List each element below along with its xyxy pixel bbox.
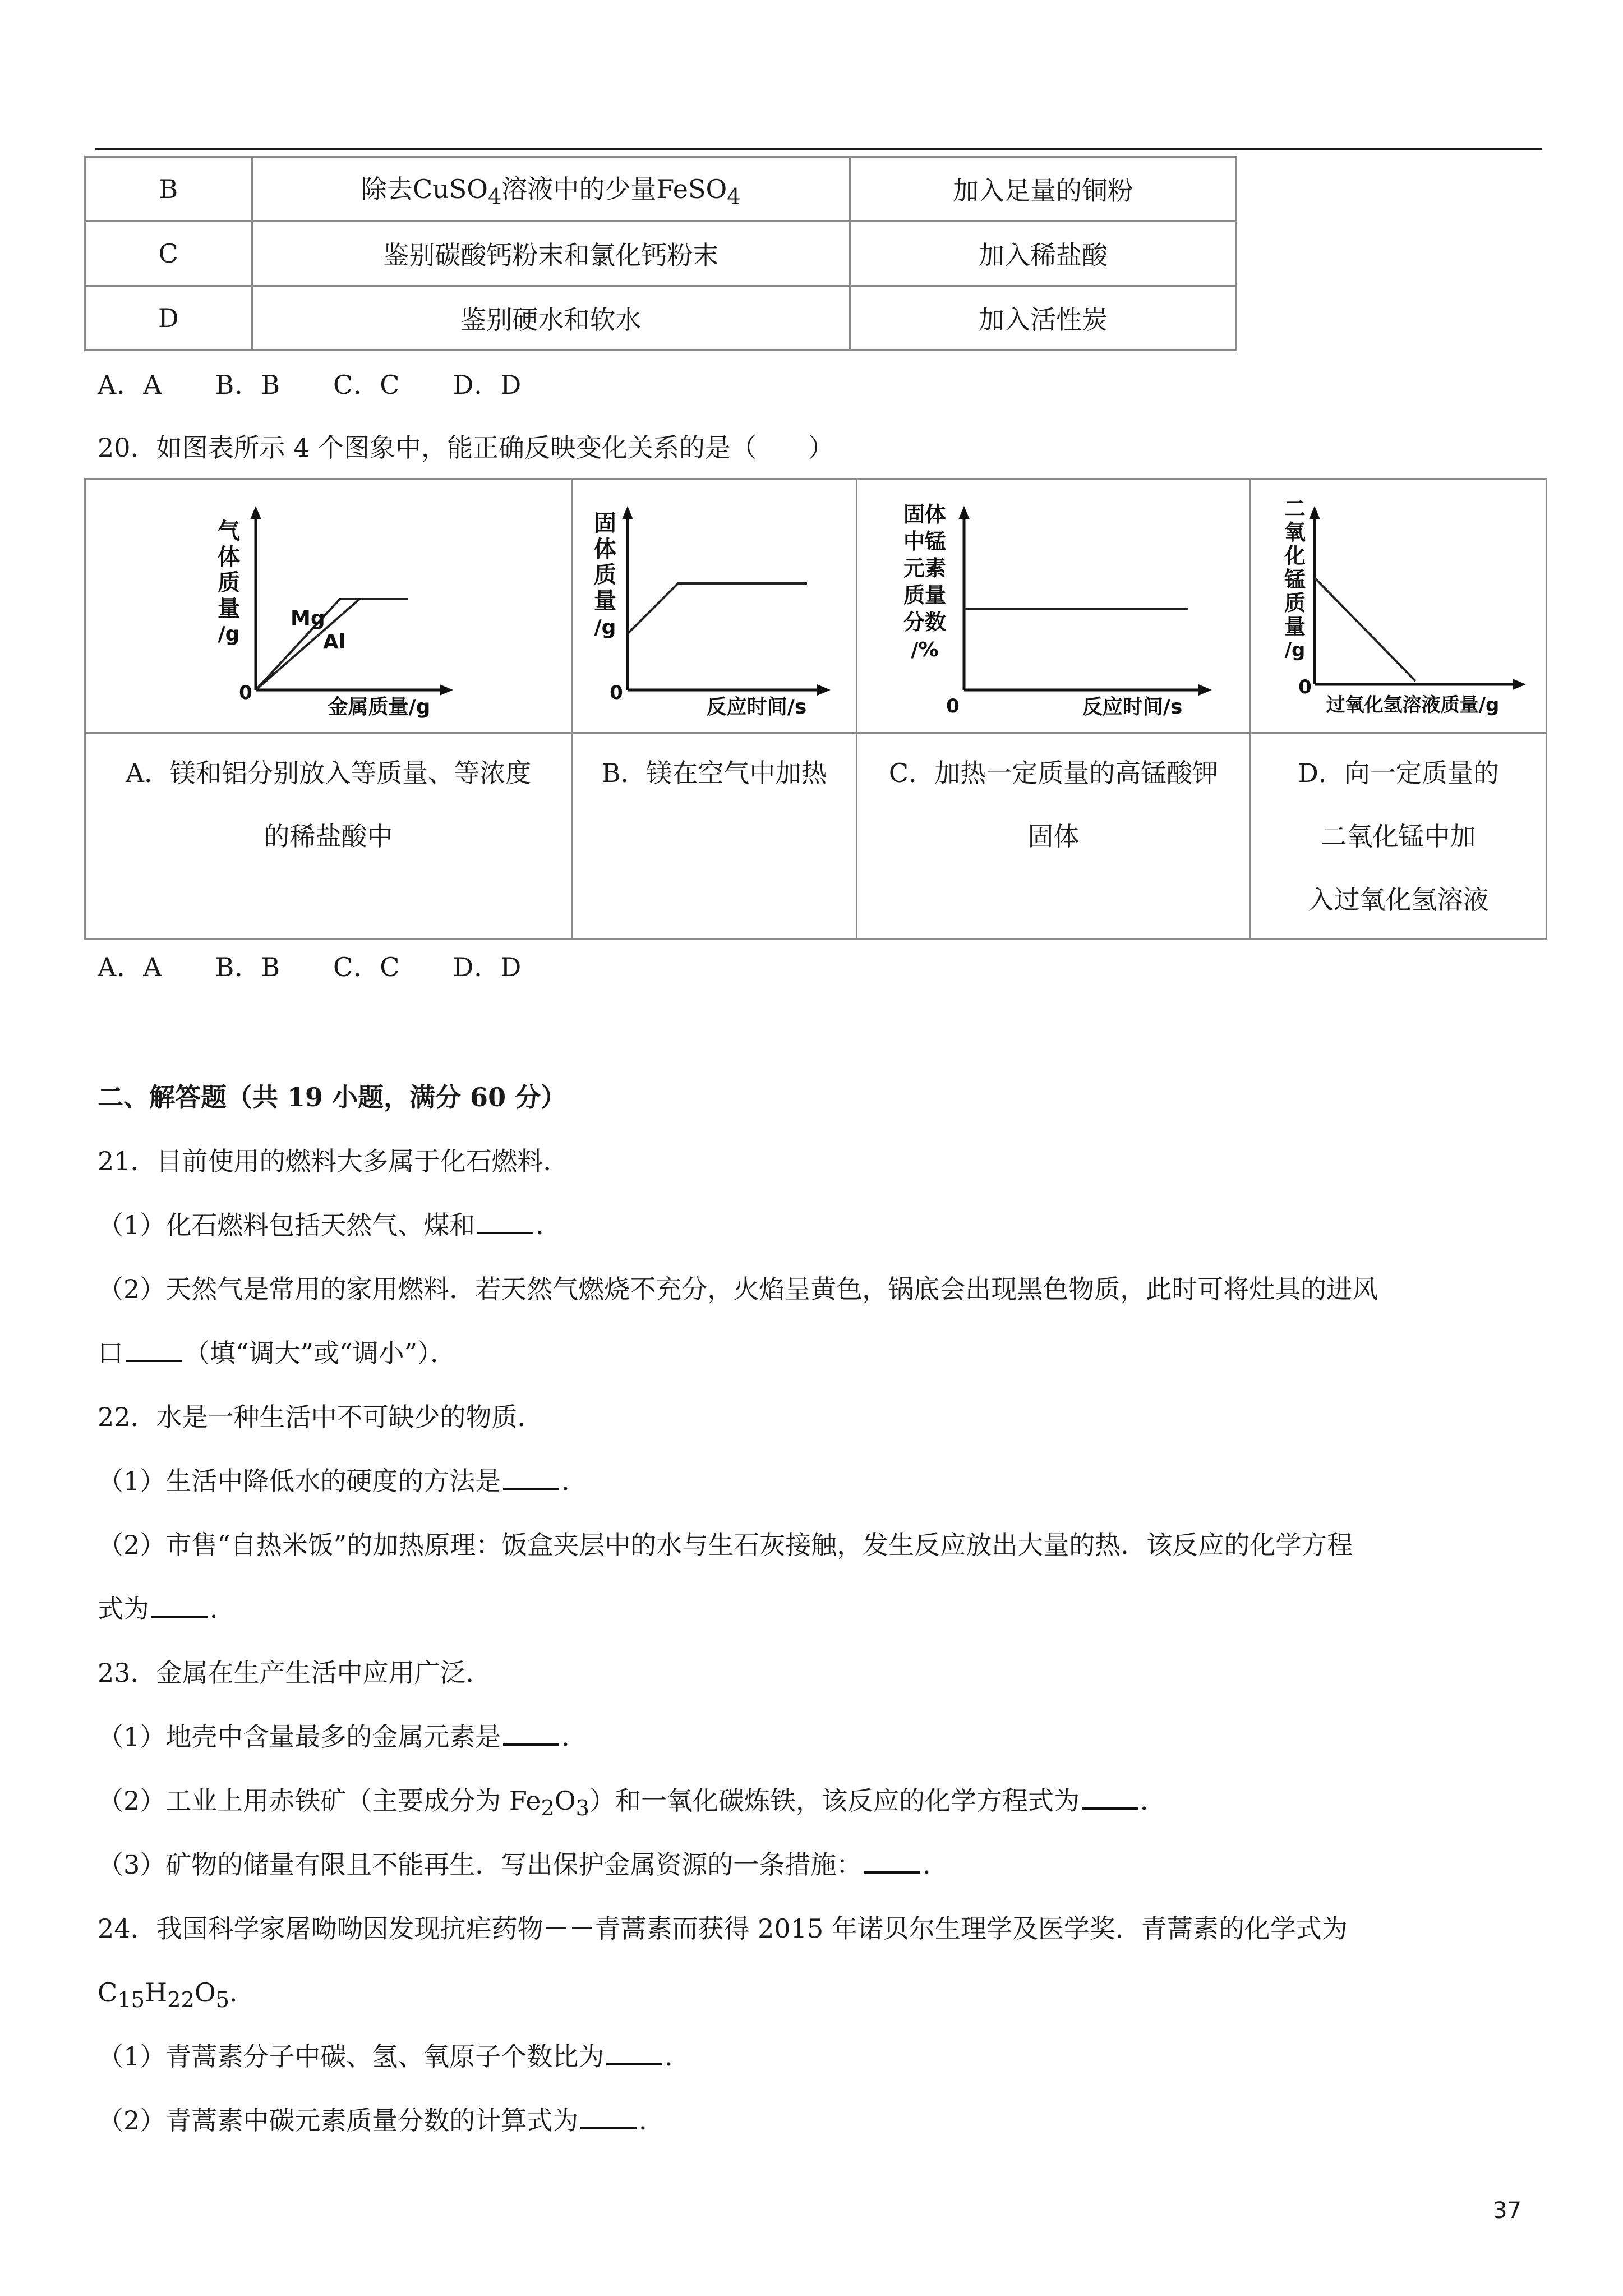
y-label-char: 量: [593, 588, 616, 614]
option-label: C: [85, 222, 252, 286]
y-axis-arrow: [958, 506, 970, 519]
answer-blank[interactable]: [606, 2044, 662, 2065]
answer-blank[interactable]: [503, 1724, 559, 1746]
y-label-char: 量: [1284, 614, 1306, 639]
y-label-line: 固体: [903, 502, 946, 527]
series-label-al: Al: [322, 631, 345, 654]
answer-blank[interactable]: [477, 1213, 533, 1234]
experiment-purpose: 除去CuSO$_4$溶液中的少量FeSO$_4$: [252, 157, 850, 222]
y-label-char: 体: [593, 536, 616, 562]
answer-blank[interactable]: [864, 1852, 920, 1874]
y-axis-arrow: [250, 506, 261, 519]
origin-label: 0: [609, 682, 623, 704]
answer-blank[interactable]: [1082, 1788, 1138, 1810]
caption-a: A．镁和铝分别放入等质量、等浓度 的稀盐酸中: [85, 733, 572, 939]
caption-c: C．加热一定质量的高锰酸钾 固体: [857, 733, 1251, 939]
y-label-line: 质量: [903, 583, 946, 608]
experiment-purpose: 鉴别碳酸钙粉末和氯化钙粉末: [252, 222, 850, 286]
q20-table: [84, 478, 1547, 940]
q23-part2: （2）工业上用赤铁矿（主要成分为 $Fe_2O_3$）和一氧化碳炼铁，该反应的化学方程式为 ．: [98, 1786, 1166, 1821]
graph-d-cell: [1251, 479, 1547, 733]
graph-b-cell: [572, 479, 857, 733]
graph-row: [85, 479, 1547, 733]
caption-d: D．向一定质量的 二氧化锰中加 入过氧化氢溶液: [1251, 733, 1547, 939]
q22-part2-line1: （2）市售“自热米饭”的加热原理：饭盒夹层中的水与生石灰接触，发生反应放出大量的热．该反应的化学方程: [98, 1530, 1353, 1560]
answer-blank[interactable]: [151, 1596, 208, 1618]
y-label-line: 中锰: [903, 529, 946, 554]
x-axis-arrow: [1513, 679, 1526, 690]
experiment-method: 加入活性炭: [850, 286, 1237, 351]
y-label-char: 化: [1284, 544, 1306, 568]
q24-part2: （2）青蒿素中碳元素质量分数的计算式为 ．: [98, 2105, 665, 2136]
caption-b: B．镁在空气中加热: [572, 733, 857, 939]
page-number: 37: [1493, 2198, 1521, 2224]
section-heading: 二、解答题（共 19 小题，满分 60 分）: [98, 1082, 567, 1112]
answer-blank[interactable]: [126, 1341, 182, 1362]
x-axis-label: 反应时间/s: [1082, 696, 1182, 718]
x-axis-arrow: [440, 684, 453, 696]
x-axis-arrow: [1198, 684, 1212, 696]
y-label-char: 锰: [1284, 567, 1306, 592]
y-label-char: 质: [1284, 591, 1306, 615]
option-label: B: [85, 157, 252, 222]
q23-stem: 23．金属在生产生活中应用广泛．: [98, 1658, 492, 1688]
q24-formula: $C_{15}H_{22}O_5$．: [98, 1977, 255, 2013]
graph-c-cell: [857, 479, 1251, 733]
x-axis-label: 反应时间/s: [706, 696, 806, 718]
mno2-mass-line: [1315, 578, 1415, 681]
graph-d: [1261, 494, 1536, 718]
table-row: [85, 222, 1237, 286]
q24-part1: （1）青蒿素分子中碳、氢、氧原子个数比为 ．: [98, 2041, 691, 2072]
graph-a: [194, 494, 463, 718]
graph-c: [886, 494, 1222, 718]
q23-part1: （1）地壳中含量最多的金属元素是 ．: [98, 1722, 588, 1752]
q19-options: A．A B．B C．C D．D: [98, 370, 522, 400]
y-label-char: 质: [217, 570, 240, 596]
graph-b: [583, 494, 846, 718]
q23-part3: （3）矿物的储量有限且不能再生．写出保护金属资源的一条措施： ．: [98, 1849, 949, 1880]
y-axis-arrow: [1309, 506, 1320, 519]
solid-mass-line: [628, 583, 807, 634]
x-axis-arrow: [817, 684, 831, 696]
q20-stem: 20．如图表所示 4 个图象中，能正确反映变化关系的是（ ）: [98, 432, 834, 463]
y-label-line: /%: [910, 638, 939, 661]
q22-part2-line2: 式为 ．: [98, 1594, 236, 1624]
y-label-char: /g: [218, 623, 239, 646]
y-label-char: 气: [217, 518, 240, 544]
table-row: [85, 286, 1237, 351]
y-axis-arrow: [622, 506, 633, 519]
origin-label: 0: [1298, 676, 1312, 698]
graph-a-cell: [85, 479, 572, 733]
y-label-char: 氧: [1284, 520, 1306, 545]
y-label-char: 固: [593, 510, 616, 536]
y-label-char: /g: [594, 616, 616, 639]
y-label-char: 体: [217, 544, 240, 570]
y-label-char: /g: [1284, 639, 1305, 661]
q19-table: [84, 156, 1237, 351]
experiment-method: 加入足量的铜粉: [850, 157, 1237, 222]
header-rule: [95, 148, 1542, 150]
y-label-char: 二: [1284, 496, 1306, 521]
q21-stem: 21．目前使用的燃料大多属于化石燃料．: [98, 1146, 569, 1176]
q22-stem: 22．水是一种生活中不可缺少的物质．: [98, 1402, 543, 1432]
caption-row: [85, 733, 1547, 939]
q21-part1: （1）化石燃料包括天然气、煤和 ．: [98, 1210, 562, 1240]
x-axis-label: 金属质量/g: [328, 696, 430, 718]
table-row: [85, 157, 1237, 222]
y-label-char: 量: [217, 596, 240, 622]
x-axis-label: 过氧化氢溶液质量/g: [1326, 694, 1499, 716]
q20-options: A．A B．B C．C D．D: [98, 952, 522, 982]
answer-blank[interactable]: [580, 2108, 637, 2129]
y-label-line: 元素: [903, 556, 946, 581]
origin-label: 0: [238, 682, 252, 704]
y-label-char: 质: [593, 562, 616, 588]
series-label-mg: Mg: [290, 607, 325, 630]
y-label-line: 分数: [903, 610, 946, 634]
q24-stem: 24．我国科学家屠呦呦因发现抗疟药物－－青蒿素而获得 2015 年诺贝尔生理学及医学奖．青蒿素的化学式为: [98, 1913, 1348, 1944]
answer-blank[interactable]: [503, 1469, 559, 1490]
q22-part1: （1）生活中降低水的硬度的方法是 ．: [98, 1466, 588, 1496]
option-label: D: [85, 286, 252, 351]
experiment-method: 加入稀盐酸: [850, 222, 1237, 286]
q21-part2-line1: （2）天然气是常用的家用燃料．若天然气燃烧不充分，火焰呈黄色，锅底会出现黑色物质，此时可将灶具的进风: [98, 1274, 1378, 1304]
origin-label: 0: [946, 695, 960, 717]
q21-part2-line2: 口 （填“调大”或“调小”）．: [98, 1338, 457, 1368]
experiment-purpose: 鉴别硬水和软水: [252, 286, 850, 351]
